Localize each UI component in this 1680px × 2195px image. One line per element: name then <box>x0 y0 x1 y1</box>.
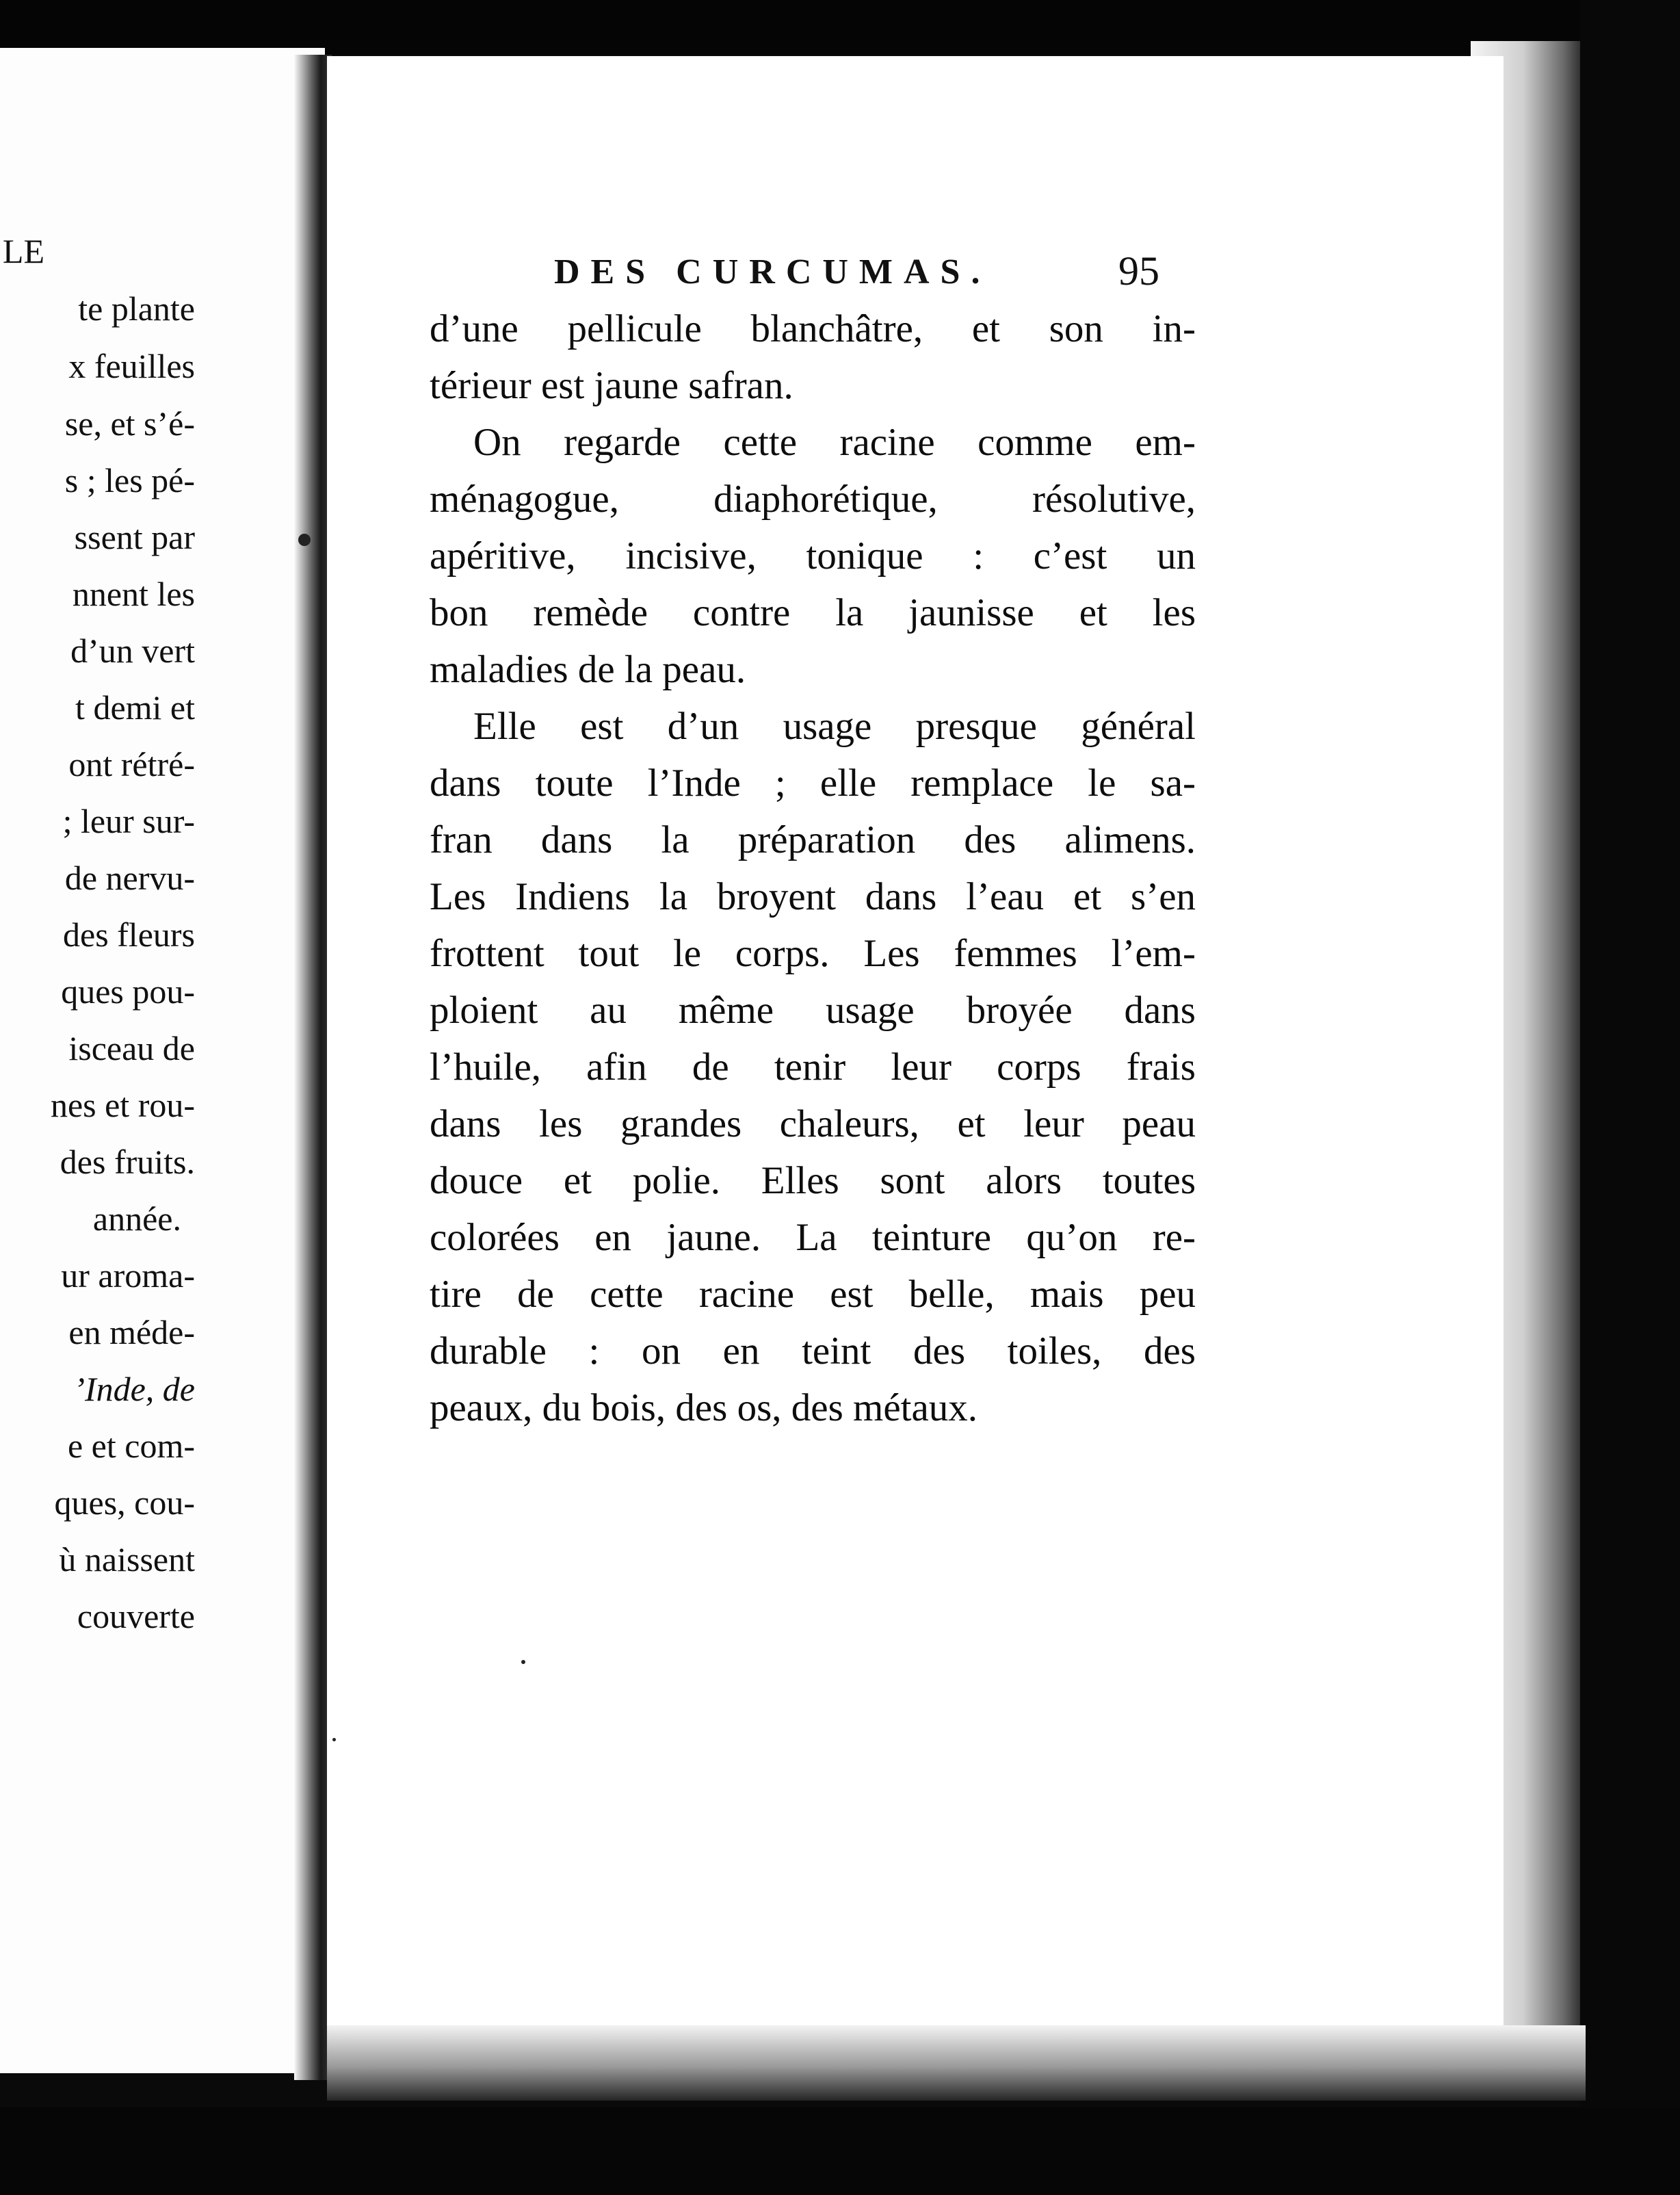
facing-line: ques, cou- <box>54 1483 195 1522</box>
scanner-edge-right <box>1580 0 1680 2195</box>
text-line: maladies de la peau. <box>430 648 746 691</box>
ink-speck <box>332 1738 336 1741</box>
facing-line: nnent les <box>72 575 195 613</box>
facing-line: ont rétré- <box>68 745 195 783</box>
text-line: peaux, du bois, des os, des métaux. <box>430 1386 978 1429</box>
text-line: Elle est d’un usage presque général <box>473 705 1196 748</box>
text-line: colorées en jaune. La teinture qu’on re- <box>430 1216 1196 1259</box>
facing-line: des fruits. <box>60 1143 195 1181</box>
facing-line: isceau de <box>68 1029 195 1067</box>
facing-line: de nervu- <box>64 859 195 897</box>
book-gutter-shadow <box>294 55 332 2080</box>
ink-speck <box>521 1660 525 1664</box>
text-line: bon remède contre la jaunisse et les <box>430 591 1196 634</box>
text-line: On regarde cette racine comme em- <box>473 421 1196 464</box>
text-line: ménagogue, diaphorétique, résolutive, <box>430 478 1196 521</box>
facing-line: ssent par <box>74 518 195 556</box>
text-line: fran dans la préparation des alimens. <box>430 818 1196 861</box>
facing-line: t demi et <box>75 688 195 727</box>
facing-line: année. <box>92 1199 181 1238</box>
text-line: dans toute l’Inde ; elle remplace le sa- <box>430 762 1196 805</box>
text-line: d’une pellicule blanchâtre, et son in- <box>430 307 1196 350</box>
facing-line: d’un vert <box>70 632 195 670</box>
facing-line: couverte <box>77 1597 195 1635</box>
facing-line: x feuilles <box>68 347 195 385</box>
text-line: l’huile, afin de tenir leur corps frais <box>430 1045 1196 1089</box>
facing-line: te plante <box>78 289 195 328</box>
page-number: 95 <box>1118 248 1159 294</box>
facing-line: se, et s’é- <box>64 404 195 443</box>
facing-line: ur aroma- <box>61 1256 195 1295</box>
text-line: Les Indiens la broyent dans l’eau et s’en <box>430 875 1196 918</box>
text-line: dans les grandes chaleurs, et leur peau <box>430 1102 1196 1145</box>
text-line: tire de cette racine est belle, mais peu <box>430 1273 1196 1316</box>
facing-line: en méde- <box>68 1313 195 1351</box>
page-bottom-shadow <box>327 2025 1586 2101</box>
facing-line: s ; les pé- <box>64 461 195 499</box>
facing-line: ques pou- <box>61 972 195 1011</box>
facing-page <box>0 48 325 2073</box>
text-line: térieur est jaune safran. <box>430 364 793 407</box>
facing-line: ù naissent <box>59 1540 195 1579</box>
running-head <box>554 248 1170 300</box>
scanner-edge-bottom <box>0 2107 1680 2195</box>
text-line: ploient au même usage broyée dans <box>430 989 1196 1032</box>
text-line: frottent tout le corps. Les femmes l’em- <box>430 932 1196 975</box>
facing-line: des fleurs <box>63 915 195 954</box>
running-title: DES CURCUMAS. <box>554 252 991 291</box>
ink-speck <box>298 534 311 546</box>
text-line: apéritive, incisive, tonique : c’est un <box>430 534 1196 577</box>
facing-line: ; leur sur- <box>62 802 195 840</box>
facing-line: e et com- <box>67 1427 195 1465</box>
text-line: durable : on en teint des toiles, des <box>430 1329 1196 1373</box>
facing-line: nes et rou- <box>50 1086 195 1124</box>
scanner-edge-top <box>0 0 1680 55</box>
facing-line: LE <box>2 232 44 270</box>
facing-line: ’Inde, de <box>73 1370 195 1408</box>
text-line: douce et polie. Elles sont alors toutes <box>430 1159 1196 1202</box>
